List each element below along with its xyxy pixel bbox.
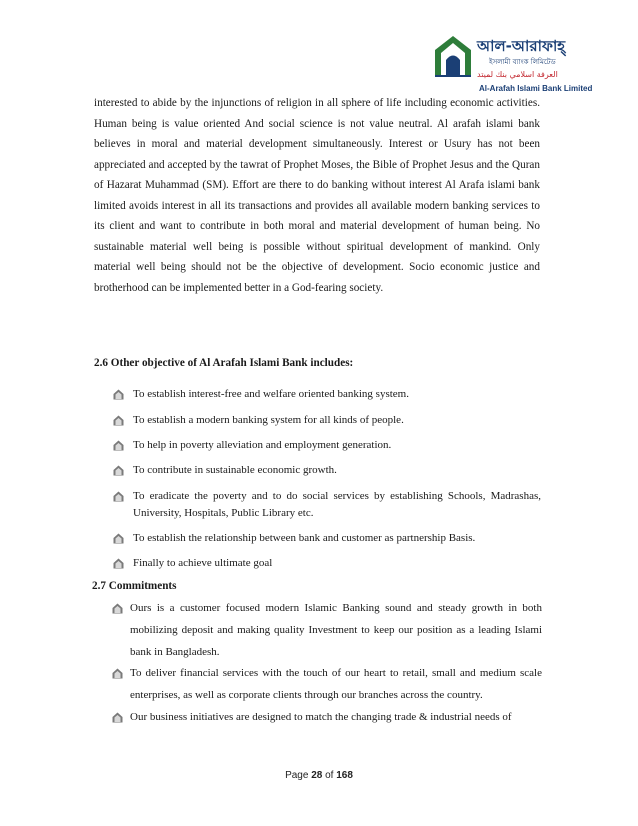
list-item bbox=[110, 663, 542, 707]
bullet-icon bbox=[113, 465, 124, 476]
list-item-text: To eradicate the poverty and to do social services by establishing Schools, Madrashas, University, Hospitals, Public Library etc. bbox=[133, 490, 541, 519]
list-item-text: To establish a modern banking system for all kinds of people. bbox=[133, 414, 404, 426]
list-item bbox=[111, 462, 541, 479]
list-item-text: To deliver financial services with the touch of our heart to retail, small and medium scale enterprises, as well as corporate clients through our branches across the country. bbox=[130, 667, 542, 702]
list-item bbox=[111, 488, 541, 522]
bullet-icon bbox=[113, 415, 124, 426]
list-item-text: Our business initiatives are designed to match the changing trade & industrial needs of bbox=[130, 710, 512, 723]
intro-paragraph: interested to abide by the injunctions of religion in all sphere of life including economic activities. Human being is value oriented And social science is not value neutral. Al arafah islami bank believes in moral and material development simultaneously. Interest or Usury has not been appreciated and accepted by the tawrat of Prophet Moses, the Bible of Prophet Jesus and the Quran of Hazarat Muhammad (SM). Effort are there to do banking without interest Al Arafa islami bank limited avoids interest in all its transactions and provides all available modern banking services to its client and want to contribute in both moral and material development of human being. No sustainable material well being is possible without spiritual development of mankind. Only material well being should not be the objective of development. Socio economic justice and brotherhood can be implemented better in a God-fearing society. bbox=[94, 97, 540, 294]
bank-logo bbox=[433, 32, 593, 96]
list-item bbox=[111, 555, 541, 572]
list-item-text: Finally to achieve ultimate goal bbox=[133, 557, 273, 569]
list-item bbox=[110, 707, 542, 729]
list-item-text: To establish interest-free and welfare oriented banking system. bbox=[133, 388, 409, 400]
footer-prefix: Page bbox=[285, 770, 309, 781]
list-item bbox=[110, 598, 542, 663]
logo-bangla-name: আল-আরাফাহ্ bbox=[477, 37, 566, 55]
bullet-icon bbox=[113, 533, 124, 544]
logo-arabic-name: العرفة اسلامي بنك لميتد bbox=[477, 70, 558, 79]
footer-total-pages: 168 bbox=[336, 770, 353, 781]
logo-bangla-subtitle: ইসলামী ব্যাংক লিমিটেড bbox=[489, 58, 556, 66]
list-item bbox=[111, 437, 541, 454]
footer-of: of bbox=[325, 770, 334, 781]
list-item-text: To contribute in sustainable economic growth. bbox=[133, 464, 337, 476]
bullet-icon bbox=[112, 603, 123, 614]
commitments-list bbox=[110, 598, 542, 729]
list-item-text: Ours is a customer focused modern Islamic Banking sound and steady growth in both mobilizing deposit and making quality Investment to keep our position as a leading Islami bank in Bangladesh. bbox=[130, 602, 542, 658]
mosque-logo-icon bbox=[433, 34, 473, 78]
list-item bbox=[111, 412, 541, 429]
page-footer bbox=[0, 770, 638, 781]
bullet-icon bbox=[113, 491, 124, 502]
list-item bbox=[111, 386, 541, 403]
bullet-icon bbox=[113, 389, 124, 400]
logo-english-name: Al-Arafah Islami Bank Limited bbox=[479, 84, 593, 93]
bullet-icon bbox=[113, 440, 124, 451]
list-item-text: To help in poverty alleviation and employment generation. bbox=[133, 439, 392, 451]
list-item bbox=[111, 530, 541, 547]
footer-page-number: 28 bbox=[311, 770, 323, 781]
bullet-icon bbox=[112, 712, 123, 723]
list-item-text: To establish the relationship between bank and customer as partnership Basis. bbox=[133, 532, 476, 544]
bullet-icon bbox=[113, 558, 124, 569]
section-2-7-heading: 2.7 Commitments bbox=[92, 580, 177, 592]
section-2-6-heading: 2.6 Other objective of Al Arafah Islami Bank includes: bbox=[94, 357, 354, 369]
bullet-icon bbox=[112, 668, 123, 679]
